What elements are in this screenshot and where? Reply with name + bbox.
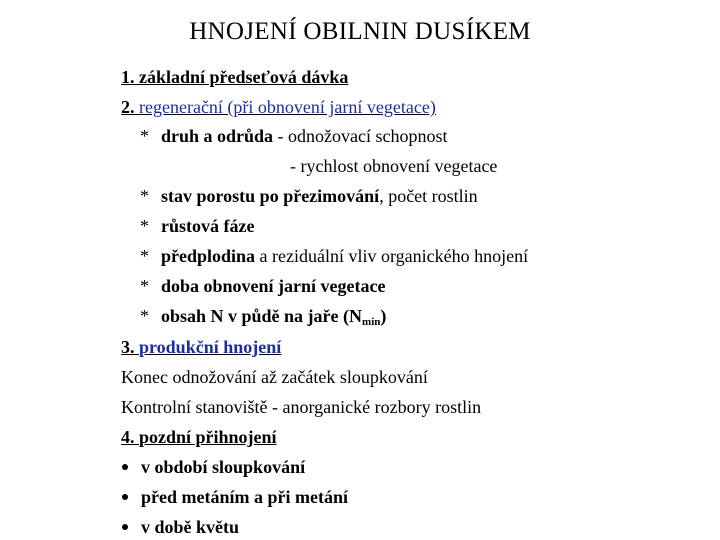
factor-5-bold: doba obnovení jarní vegetace: [161, 276, 386, 296]
section-4-heading: [121, 426, 277, 448]
bullet-2: před metáním a při metání: [141, 487, 348, 507]
section-3-line-1: Konec odnožování až začátek sloupkování: [121, 367, 428, 387]
factor-5: [161, 275, 386, 297]
factor-3-bold: růstová fáze: [161, 216, 255, 236]
factor-1-rest: - odnožovací schopnost: [273, 126, 448, 146]
bullet-1: v období sloupkování: [141, 457, 306, 477]
factor-6-bold: obsah N v půdě na jaře (N: [161, 306, 363, 326]
section-1-number: 1.: [121, 67, 135, 87]
factor-6-star: *: [140, 306, 149, 326]
bullet-3: v době květu: [141, 517, 240, 537]
factor-2: [161, 185, 478, 207]
bullet-1-dot-icon: [122, 464, 128, 470]
factor-5-star: *: [140, 276, 149, 296]
factor-1-bold: druh a odrůda: [161, 126, 274, 146]
factor-1-continuation: - rychlost obnovení vegetace: [290, 156, 498, 176]
factor-2-rest: , počet rostlin: [379, 186, 478, 206]
factor-1: [161, 125, 448, 147]
section-3-number: 3.: [121, 337, 135, 357]
section-3-heading: [121, 336, 281, 358]
section-2-heading: [121, 96, 436, 118]
factor-4: [161, 245, 528, 267]
factor-3: [161, 215, 254, 237]
section-4-number: 4.: [121, 427, 135, 447]
section-4-text: pozdní přihnojení: [139, 427, 277, 447]
section-1-text: základní předseťová dávka: [139, 67, 349, 87]
factor-3-star: *: [140, 216, 149, 236]
section-2-number: 2.: [121, 97, 135, 117]
section-2-text: regenerační (při obnovení jarní vegetace): [139, 97, 436, 117]
factor-2-star: *: [140, 186, 149, 206]
section-3-line-2: Kontrolní stanoviště - anorganické rozbory rostlin: [121, 397, 482, 417]
factor-2-bold: stav porostu po přezimování: [161, 186, 380, 206]
factor-6-subscript: min: [362, 316, 381, 328]
factor-1-star: *: [140, 126, 149, 146]
factor-6-tail: ): [380, 306, 387, 326]
section-1-heading: [121, 66, 348, 88]
bullet-3-dot-icon: [122, 524, 128, 530]
factor-4-bold: předplodina: [161, 246, 256, 266]
factor-4-star: *: [140, 246, 149, 266]
factor-4-rest: a reziduální vliv organického hnojení: [255, 246, 529, 266]
section-3-text: produkční hnojení: [139, 337, 282, 357]
factor-6: [161, 305, 386, 333]
page-title: HNOJENÍ OBILNIN DUSÍKEM: [189, 18, 531, 45]
bullet-2-dot-icon: [122, 494, 128, 500]
